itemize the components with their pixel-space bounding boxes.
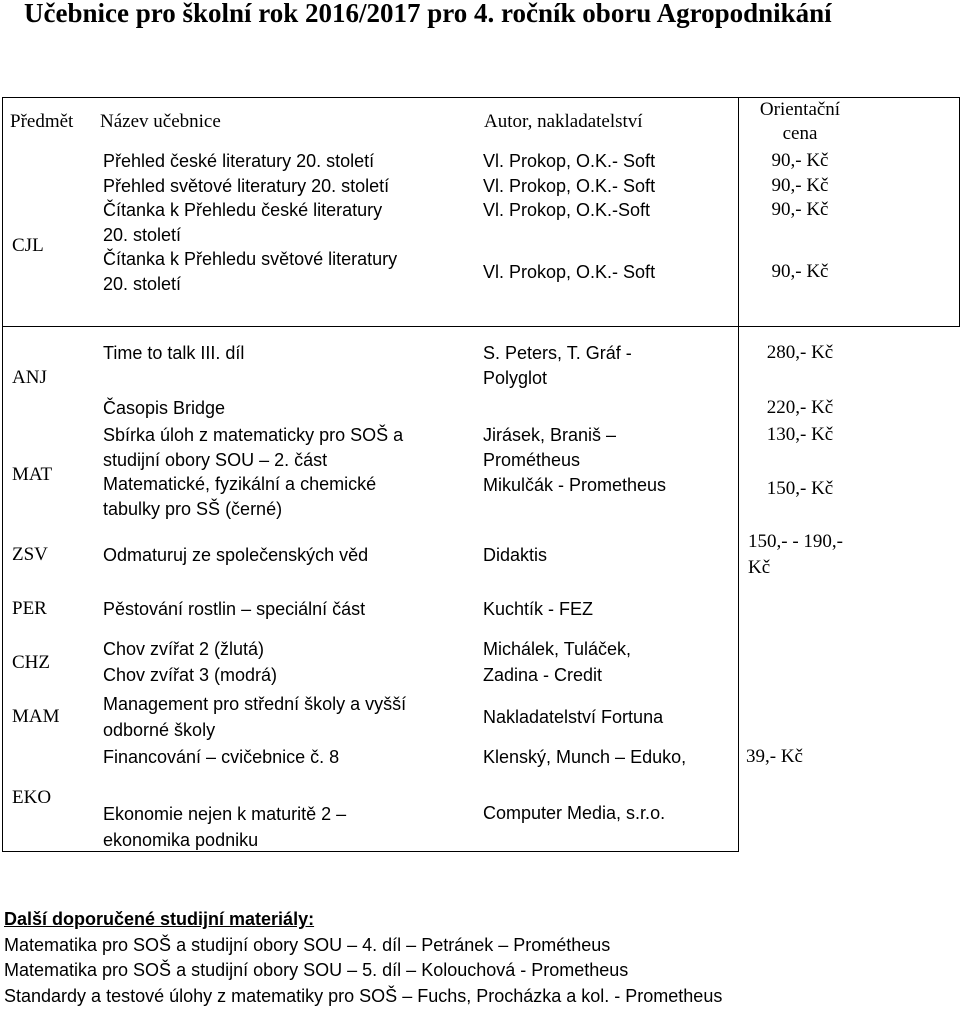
row-separator	[2, 326, 959, 327]
price-bridge: 220,- Kč	[766, 397, 834, 418]
header-author: Autor, nakladatelství	[484, 111, 643, 132]
author-line: Jirásek, Braniš –	[483, 425, 617, 445]
book-title: Management pro střední školy a vyšší	[103, 694, 407, 714]
subject-code: MAT	[12, 464, 53, 485]
price-cjl-1: 90,- Kč	[771, 150, 829, 171]
book-title: Chov zvířat 3 (modrá)	[103, 665, 278, 685]
book-title: Matematické, fyzikální a chemické	[103, 474, 377, 494]
additional-materials	[4, 907, 722, 1009]
notes-heading: Další doporučené studijní materiály:	[4, 909, 315, 929]
book-list-mam	[103, 691, 406, 743]
note-item: Standardy a testové úlohy z matematiky pro SOŠ – Fuchs, Procházka a kol. - Prometheus	[4, 985, 723, 1006]
price-line: Kč	[748, 557, 771, 578]
author-zsv: Didaktis	[483, 545, 548, 565]
subject-code: MAM	[12, 706, 60, 727]
price-line: 150,- - 190,-	[748, 531, 843, 552]
header-price-line: cena	[782, 123, 818, 144]
book-per: Pěstování rostlin – speciální část	[103, 599, 366, 619]
author-anj	[483, 341, 632, 391]
subject-code: CJL	[12, 235, 44, 256]
author-cjl-4: Vl. Prokop, O.K.- Soft	[483, 262, 656, 282]
author-mat	[483, 423, 666, 498]
book-anj: Time to talk III. díl	[103, 343, 245, 363]
author-line: Mikulčák - Prometheus	[483, 475, 667, 495]
author-cjl-2: Vl. Prokop, O.K.- Soft	[483, 176, 656, 196]
book-title: odborné školy	[103, 720, 216, 740]
subject-code: PER	[12, 598, 47, 619]
book-title: 20. století	[103, 273, 182, 294]
author-line: Polyglot	[483, 368, 548, 388]
table-left-border	[2, 97, 3, 852]
book-title: Přehled světové literatury 20. století	[103, 175, 390, 196]
book-bridge: Časopis Bridge	[103, 398, 226, 418]
book-title: ekonomika podniku	[103, 830, 259, 850]
page-title: Učebnice pro školní rok 2016/2017 pro 4. ročník oboru Agropodnikání	[24, 0, 832, 28]
author-line: Michálek, Tuláček,	[483, 639, 632, 659]
book-title: Sbírka úloh z matematicky pro SOŠ a	[103, 425, 404, 445]
book-list-chz	[103, 636, 277, 688]
book-title: Čítanka k Přehledu světové literatury	[103, 249, 398, 269]
price-column-border	[738, 97, 739, 852]
price-eko: 39,- Kč	[746, 746, 803, 767]
header-subject: Předmět	[10, 111, 74, 132]
header-price	[740, 98, 860, 146]
price-mat-2: 150,- Kč	[766, 478, 834, 499]
note-item: Matematika pro SOŠ a studijní obory SOU – 4. díl – Petránek – Prométheus	[4, 934, 611, 955]
book-title: tabulky pro SŠ (černé)	[103, 498, 283, 519]
price-zsv	[748, 529, 843, 581]
subject-code: CHZ	[12, 652, 50, 673]
book-list-eko	[103, 801, 346, 853]
header-book: Název učebnice	[100, 111, 221, 132]
price-cjl-2: 90,- Kč	[771, 175, 829, 196]
note-item: Matematika pro SOŠ a studijní obory SOU – 5. díl – Kolouchová - Prometheus	[4, 960, 629, 980]
price-mat-1: 130,- Kč	[766, 424, 834, 445]
price-cjl-3: 90,- Kč	[771, 199, 829, 220]
author-per: Kuchtík - FEZ	[483, 599, 594, 619]
subject-code: EKO	[12, 787, 52, 808]
author-chz	[483, 636, 631, 688]
author-eko-1: Klenský, Munch – Eduko,	[483, 747, 687, 767]
price-cjl-4: 90,- Kč	[771, 261, 829, 282]
book-title: 20. století	[103, 224, 182, 245]
author-line: Prométheus	[483, 450, 581, 470]
subject-code: ANJ	[12, 367, 47, 388]
book-zsv: Odmaturuj ze společenských věd	[103, 545, 369, 565]
author-cjl-3: Vl. Prokop, O.K.-Soft	[483, 200, 651, 220]
subject-code: ZSV	[12, 544, 48, 565]
book-title: Ekonomie nejen k maturitě 2 –	[103, 804, 347, 824]
book-title: Čítanka k Přehledu české literatury	[103, 200, 383, 220]
author-line: S. Peters, T. Gráf -	[483, 343, 632, 363]
book-list-mat	[103, 423, 403, 521]
book-title: Chov zvířat 2 (žlutá)	[103, 639, 265, 659]
header-price-line: Orientační	[759, 99, 841, 120]
book-eko-1: Financování – cvičebnice č. 8	[103, 747, 340, 767]
author-line: Zadina - Credit	[483, 665, 603, 685]
author-mam: Nakladatelství Fortuna	[483, 707, 664, 727]
book-title: studijní obory SOU – 2. část	[103, 449, 328, 470]
price-anj: 280,- Kč	[766, 342, 834, 363]
book-list-cjl	[103, 149, 397, 296]
author-eko-2: Computer Media, s.r.o.	[483, 803, 666, 823]
book-title: Přehled české literatury 20. století	[103, 151, 375, 171]
author-cjl-1: Vl. Prokop, O.K.- Soft	[483, 151, 656, 171]
